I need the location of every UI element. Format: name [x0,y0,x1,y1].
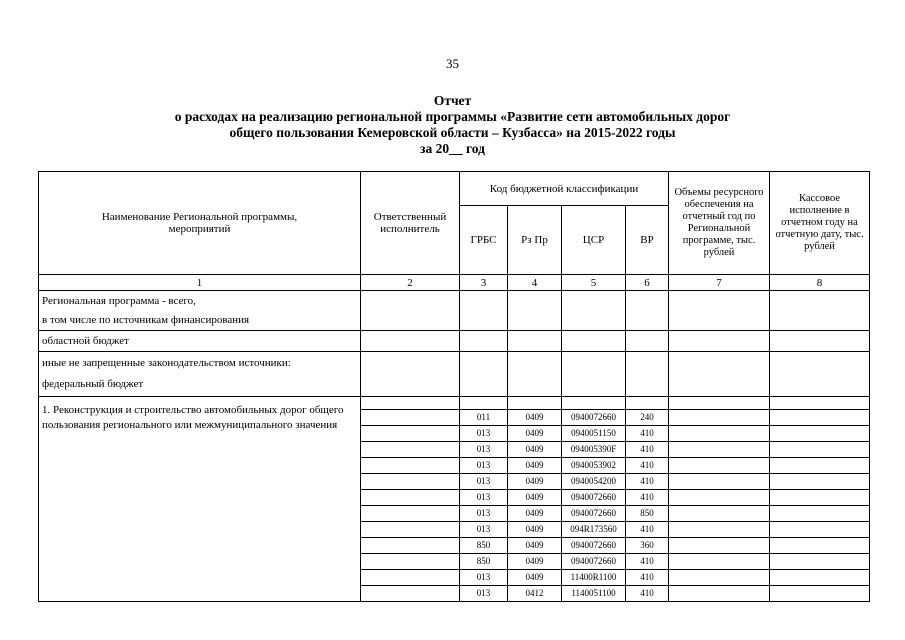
amount-cell [669,586,770,602]
empty-cell [770,291,870,331]
amount-cell [669,490,770,506]
responsible-cell [361,538,460,554]
responsible-cell [361,506,460,522]
amount-cell [770,490,870,506]
header-volume: Объемы ресурсного обеспечения на отчетный год по Региональной программе, тыс. рублей [669,172,770,275]
code-rzpr-cell: 0409 [508,506,562,522]
title-line-3: общего пользования Кемеровской области – Кузбасса» на 2015-2022 годы [229,125,676,140]
code-csr-cell: 1140051100 [562,586,626,602]
empty-cell [626,331,669,352]
code-csr-cell: 094R173560 [562,522,626,538]
empty-cell [770,352,870,397]
header-rzpr: Рз Пр [508,206,562,275]
responsible-cell [361,522,460,538]
empty-cell [669,331,770,352]
code-grbs-cell: 011 [460,410,508,426]
report-title [0,93,905,157]
code-vr-cell: 410 [626,490,669,506]
program-total-line-2: в том числе по источникам финансирования [42,313,250,326]
code-csr-cell: 0940051150 [562,426,626,442]
empty-cell [626,397,669,410]
responsible-cell [361,426,460,442]
empty-cell [361,331,460,352]
column-number: 8 [770,275,870,291]
empty-cell [508,331,562,352]
code-rzpr-cell: 0409 [508,458,562,474]
code-csr-cell: 0940053902 [562,458,626,474]
amount-cell [669,426,770,442]
header-name: Наименование Региональной программы, мероприятий [39,172,361,275]
header-vr: ВР [626,206,669,275]
report-table [38,171,870,602]
title-line-4: за 20__ год [420,141,485,156]
code-grbs-cell: 013 [460,474,508,490]
amount-cell [770,538,870,554]
responsible-cell [361,442,460,458]
empty-cell [669,291,770,331]
amount-cell [669,522,770,538]
code-grbs-cell: 013 [460,570,508,586]
header-responsible: Ответственный исполнитель [361,172,460,275]
column-number: 6 [626,275,669,291]
column-number: 7 [669,275,770,291]
amount-cell [669,570,770,586]
amount-cell [770,442,870,458]
code-rzpr-cell: 0409 [508,426,562,442]
code-csr-cell: 0940072660 [562,490,626,506]
code-grbs-cell: 013 [460,442,508,458]
empty-cell [669,397,770,410]
code-vr-cell: 410 [626,458,669,474]
code-grbs-cell: 013 [460,586,508,602]
empty-cell [460,331,508,352]
empty-cell [770,331,870,352]
code-grbs-cell: 013 [460,522,508,538]
program-total-line-1: Региональная программа - всего, [42,294,196,307]
code-rzpr-cell: 0409 [508,554,562,570]
code-grbs-cell: 013 [460,490,508,506]
amount-cell [770,570,870,586]
empty-cell [361,352,460,397]
amount-cell [770,586,870,602]
empty-cell [460,291,508,331]
code-csr-cell: 094005390F [562,442,626,458]
column-number: 2 [361,275,460,291]
responsible-cell [361,554,460,570]
code-vr-cell: 410 [626,442,669,458]
code-rzpr-cell: 0409 [508,490,562,506]
code-grbs-cell: 850 [460,554,508,570]
header-cash: Кассовое исполнение в отчетном году на отчетную дату, тыс. рублей [770,172,870,275]
amount-cell [669,442,770,458]
code-vr-cell: 240 [626,410,669,426]
code-vr-cell: 410 [626,426,669,442]
code-vr-cell: 410 [626,522,669,538]
code-vr-cell: 410 [626,570,669,586]
code-rzpr-cell: 0409 [508,410,562,426]
responsible-cell [361,474,460,490]
amount-cell [770,506,870,522]
code-rzpr-cell: 0409 [508,538,562,554]
amount-cell [669,538,770,554]
header-budget-code: Код бюджетной классификации [460,172,669,206]
code-csr-cell: 0940072660 [562,538,626,554]
code-rzpr-cell: 0409 [508,570,562,586]
page-number: 35 [446,56,459,71]
responsible-cell [361,586,460,602]
federal-budget-label: федеральный бюджет [42,378,144,390]
empty-cell [626,291,669,331]
other-sources-cell [39,352,361,397]
code-grbs-cell: 013 [460,426,508,442]
empty-cell [562,352,626,397]
empty-cell [669,352,770,397]
code-csr-cell: 11400R1100 [562,570,626,586]
empty-cell [508,397,562,410]
responsible-cell [361,570,460,586]
code-rzpr-cell: 0409 [508,474,562,490]
code-vr-cell: 410 [626,474,669,490]
amount-cell [669,554,770,570]
amount-cell [770,458,870,474]
empty-cell [626,352,669,397]
code-vr-cell: 850 [626,506,669,522]
code-grbs-cell: 013 [460,506,508,522]
amount-cell [770,410,870,426]
empty-cell [508,352,562,397]
amount-cell [770,426,870,442]
code-rzpr-cell: 0409 [508,522,562,538]
column-number: 3 [460,275,508,291]
empty-cell [361,291,460,331]
header-csr: ЦСР [562,206,626,275]
code-csr-cell: 0940072660 [562,410,626,426]
empty-cell [562,291,626,331]
column-number: 1 [39,275,361,291]
amount-cell [770,474,870,490]
amount-cell [669,474,770,490]
title-line-1: Отчет [433,93,472,108]
header-grbs: ГРБС [460,206,508,275]
amount-cell [770,554,870,570]
column-number: 5 [562,275,626,291]
amount-cell [669,410,770,426]
code-rzpr-cell: 0409 [508,442,562,458]
empty-cell [562,397,626,410]
code-csr-cell: 0940072660 [562,506,626,522]
program-total-cell [39,291,361,331]
amount-cell [669,458,770,474]
code-vr-cell: 410 [626,586,669,602]
code-csr-cell: 0940054200 [562,474,626,490]
regional-budget-label: областной бюджет [39,331,361,352]
empty-cell [770,397,870,410]
responsible-cell [361,490,460,506]
code-grbs-cell: 850 [460,538,508,554]
amount-cell [770,522,870,538]
empty-cell [361,397,460,410]
empty-cell [508,291,562,331]
code-grbs-cell: 013 [460,458,508,474]
responsible-cell [361,410,460,426]
empty-cell [460,352,508,397]
code-vr-cell: 410 [626,554,669,570]
column-number: 4 [508,275,562,291]
title-line-2: о расходах на реализацию региональной программы «Развитие сети автомобильных дорог [174,109,731,124]
amount-cell [669,506,770,522]
empty-cell [562,331,626,352]
other-sources-label: иные не запрещенные законодательством источники: [42,357,291,369]
empty-cell [460,397,508,410]
code-rzpr-cell: 0412 [508,586,562,602]
responsible-cell [361,458,460,474]
code-vr-cell: 360 [626,538,669,554]
item-1-label: 1. Реконструкция и строительство автомобильных дорог общего пользования регионального или межмуниципального значения [39,397,361,602]
code-csr-cell: 0940072660 [562,554,626,570]
